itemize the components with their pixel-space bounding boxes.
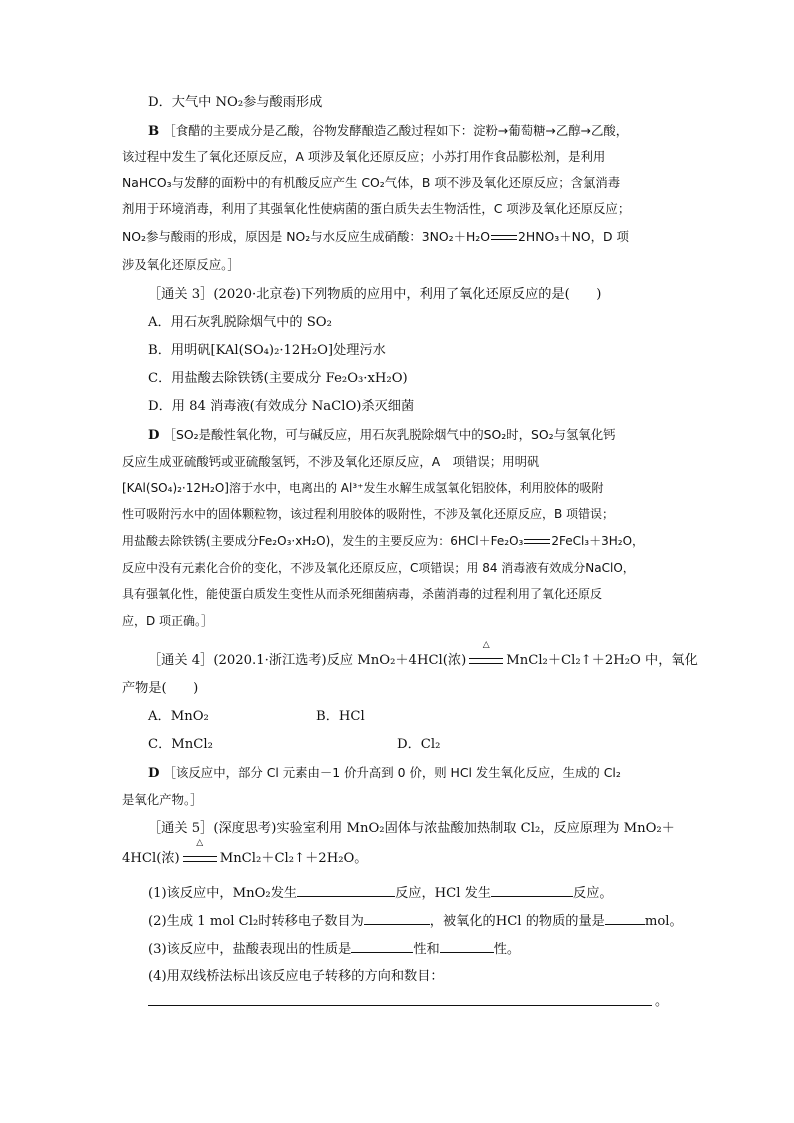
q2-answer-letter: B bbox=[148, 124, 160, 139]
q3-option-c: C．用盐酸去除铁锈(主要成分 Fe₂O₃·xH₂O) bbox=[148, 371, 408, 386]
q5-stem-line-2: 4HCl(浓) △ MnCl₂＋Cl₂↑＋2H₂O。 bbox=[122, 848, 652, 870]
q3-answer-letter: D bbox=[148, 428, 160, 443]
q4-explanation-line-2: 是氧化产物。］ bbox=[122, 792, 203, 807]
q5-answer-line[interactable] bbox=[148, 1004, 652, 1006]
equals-sign-icon bbox=[491, 235, 517, 240]
q5-sub-4: (4)用双线桥法标出该反应电子转移的方向和数目： bbox=[148, 969, 444, 984]
q5-end-mark: 。 bbox=[655, 994, 669, 1009]
q2-explanation-line-5: NO₂参与酸雨的形成，原因是 NO₂与水反应生成硝酸：3NO₂＋H₂O 2HNO₃＋NO，D 项 bbox=[122, 229, 629, 244]
q2-option-d: D．大气中 NO₂参与酸雨形成 bbox=[148, 95, 323, 110]
q3-stem: ［通关 3］(2020·北京卷)下列物质的应用中，利用了氧化还原反应的是( ) bbox=[148, 287, 602, 302]
q3-explanation-line-6: 反应中没有元素化合价的变化，不涉及氧化还原反应，C项错误；用 84 消毒液有效成分NaClO， bbox=[122, 561, 635, 575]
q4-option-c: C．MnCl₂ bbox=[148, 737, 213, 752]
blank-hcl-reaction[interactable] bbox=[491, 882, 573, 897]
q4-option-b: B．HCl bbox=[316, 709, 365, 724]
q2-explanation-line-2: 该过程中发生了氧化还原反应，A 项涉及氧化还原反应；小苏打用作食品膨松剂，是利用 bbox=[122, 149, 606, 164]
q3-option-a: A．用石灰乳脱除烟气中的 SO₂ bbox=[148, 315, 332, 330]
blank-mno2-reaction[interactable] bbox=[297, 882, 395, 897]
q2-explanation-line-1: B ［食醋的主要成分是乙酸，谷物发酵酿造乙酸过程如下：淀粉→葡萄糖→乙醇→乙酸， bbox=[148, 123, 629, 139]
q4-answer-letter: D bbox=[148, 766, 160, 781]
q5-sub-1: (1)该反应中，MnO₂发生 反应，HCl 发生 反应。 bbox=[148, 882, 678, 905]
q3-explanation-line-2: 反应生成亚硫酸钙或亚硫酸氢钙，不涉及氧化还原反应，A 项错误；用明矾 bbox=[122, 454, 540, 469]
heating-equals-icon: △ bbox=[468, 650, 504, 672]
q4-stem-line-2: 产物是( ) bbox=[122, 681, 199, 696]
equals-sign-icon bbox=[524, 539, 550, 544]
q5-sub-3: (3)该反应中，盐酸表现出的性质是 性和 性。 bbox=[148, 938, 678, 961]
q2-explanation-line-6: 涉及氧化还原反应。］ bbox=[122, 257, 240, 272]
blank-property-2[interactable] bbox=[440, 938, 494, 953]
q3-explanation-line-7: 具有强氧化性，能使蛋白质发生变性从而杀死细菌病毒，杀菌消毒的过程利用了氧化还原反 bbox=[122, 587, 603, 601]
q3-option-b: B．用明矾[KAl(SO₄)₂·12H₂O]处理污水 bbox=[148, 343, 386, 358]
q3-option-d: D．用 84 消毒液(有效成分 NaClO)杀灭细菌 bbox=[148, 399, 415, 414]
heating-equals-icon: △ bbox=[182, 848, 218, 870]
q2-explanation-line-3: NaHCO₃与发酵的面粉中的有机酸反应产生 CO₂气体，B 项不涉及氧化还原反应；含氯消毒 bbox=[122, 175, 621, 190]
blank-electron-count[interactable] bbox=[364, 910, 430, 925]
q4-explanation-line-1: D ［该反应中，部分 Cl 元素由－1 价升高到 0 价，则 HCl 发生氧化反应，生成的 Cl₂ bbox=[148, 765, 621, 781]
q4-stem-line-1: ［通关 4］(2020.1·浙江选考)反应 MnO₂＋4HCl(浓) △ MnCl₂＋Cl₂↑＋2H₂O 中，氧化 bbox=[148, 650, 678, 672]
q3-explanation-line-5: 用盐酸去除铁锈(主要成分Fe₂O₃·xH₂O)，发生的主要反应为：6HCl＋Fe₂O₃ 2FeCl₃＋3H₂O， bbox=[122, 534, 645, 548]
q5-sub-2: (2)生成 1 mol Cl₂时转移电子数目为 ，被氧化的HCl 的物质的量是 mol。 bbox=[148, 910, 678, 933]
q3-explanation-line-1: D ［SO₂是酸性氧化物，可与碱反应，用石灰乳脱除烟气中的SO₂时，SO₂与氢氧化钙 bbox=[148, 427, 616, 443]
q4-option-a: A．MnO₂ bbox=[148, 709, 209, 724]
blank-hcl-moles[interactable] bbox=[605, 910, 645, 925]
q5-stem-line-1: ［通关 5］(深度思考)实验室利用 MnO₂固体与浓盐酸加热制取 Cl₂，反应原理为 MnO₂＋ bbox=[148, 821, 675, 836]
blank-property-1[interactable] bbox=[351, 938, 413, 953]
q4-option-d: D．Cl₂ bbox=[397, 737, 441, 752]
q3-explanation-line-3: [KAl(SO₄)₂·12H₂O]溶于水中，电离出的 Al³⁺发生水解生成氢氧化铝胶体，利用胶体的吸附 bbox=[122, 481, 604, 495]
q3-explanation-line-4: 性可吸附污水中的固体颗粒物，该过程利用胶体的吸附性，不涉及氧化还原反应，B 项错误； bbox=[122, 507, 615, 521]
q3-explanation-line-8: 应，D 项正确。］ bbox=[122, 614, 214, 628]
q2-explanation-line-4: 剂用于环境消毒，利用了其强氧化性使病菌的蛋白质失去生物活性，C 项涉及氧化还原反应； bbox=[122, 201, 631, 216]
